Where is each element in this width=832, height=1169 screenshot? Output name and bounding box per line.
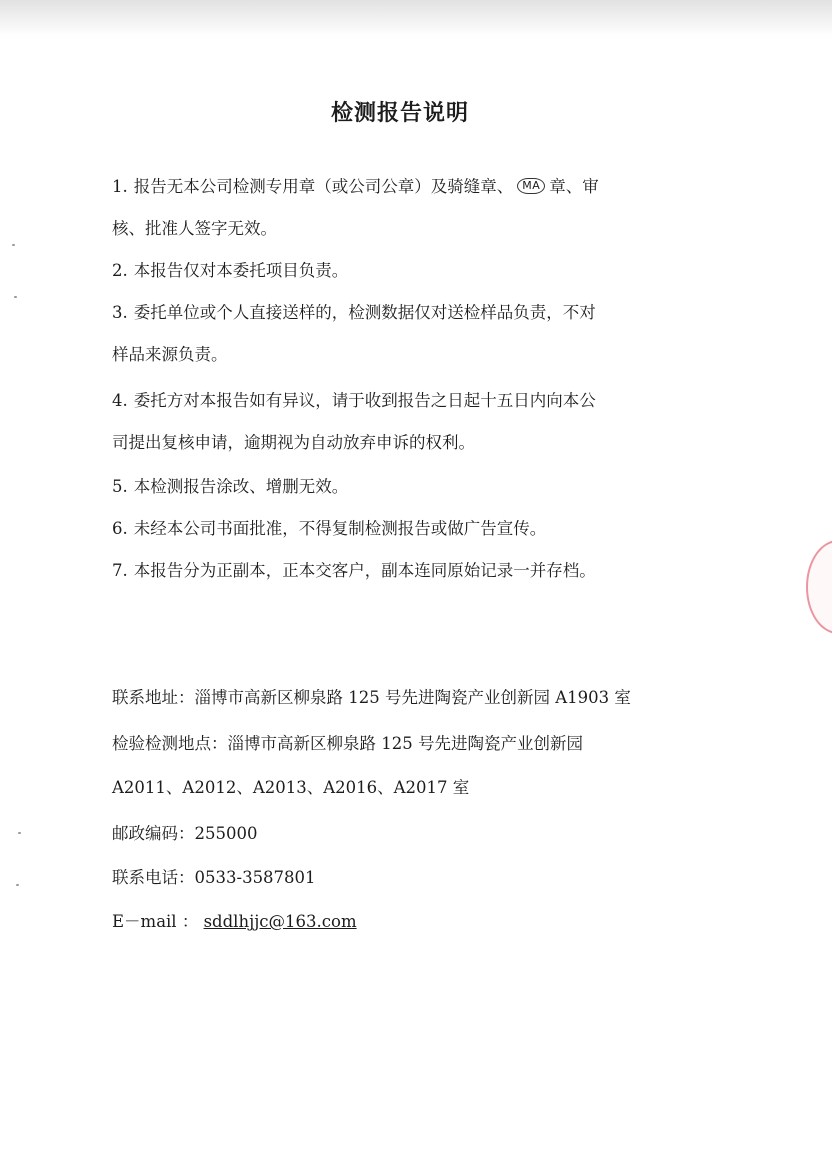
contact-postcode: 邮政编码：255000: [112, 824, 258, 843]
scan-speck: [18, 832, 21, 834]
notice-item-text: 委托方对本报告如有异议，请于收到报告之日起十五日内向本公: [133, 391, 596, 410]
notice-item-3-line1: [112, 292, 702, 334]
notice-item-text: 本报告分为正副本，正本交客户，副本连同原始记录一并存档。: [133, 561, 596, 580]
notice-item-number: 4.: [112, 391, 128, 410]
notice-item-text: 报告无本公司检测专用章（或公司公章）及骑缝章、: [133, 177, 514, 196]
notice-item-number: 3.: [112, 303, 128, 322]
notice-item-4: [112, 380, 702, 464]
notice-item-number: 1.: [112, 177, 128, 196]
notice-item-number: 7.: [112, 561, 128, 580]
contact-address: 联系地址：淄博市高新区柳泉路 125 号先进陶瓷产业创新园 A1903 室: [112, 688, 631, 707]
notice-item-number: 6.: [112, 519, 128, 538]
notice-item-3-line2: 样品来源负责。: [112, 345, 228, 364]
notice-item-7: [112, 550, 702, 592]
contact-phone: 联系电话：0533-3587801: [112, 868, 316, 887]
contact-test-site-line2: A2011、A2012、A2013、A2016、A2017 室: [112, 778, 470, 797]
notice-item-4-line1: [112, 380, 702, 422]
notice-item-text: 章、审: [549, 177, 599, 196]
contact-email-label: E－mail ：: [112, 912, 199, 931]
seal-stamp-edge: [806, 540, 832, 634]
scan-shadow: [0, 0, 832, 34]
notice-item-number: 2.: [112, 261, 128, 280]
notice-item-1-line1: [112, 166, 702, 208]
page-title: 检测报告说明: [330, 101, 469, 126]
notice-item-1-line2: 核、批准人签字无效。: [112, 219, 277, 238]
notice-item-4-line2: 司提出复核申请，逾期视为自动放弃申诉的权利。: [112, 433, 475, 452]
contact-email-link[interactable]: sddlhjjc@163.com: [203, 912, 357, 931]
notice-item-6: [112, 508, 702, 550]
cma-mark-icon: MA: [517, 178, 545, 194]
notice-item-5: [112, 466, 702, 508]
contact-email-row: [112, 910, 712, 934]
contact-test-site-line1: 检验检测地点：淄博市高新区柳泉路 125 号先进陶瓷产业创新园: [112, 734, 583, 753]
notice-item-3: [112, 292, 702, 376]
notice-item-number: 5.: [112, 477, 128, 496]
scan-speck: [16, 884, 19, 886]
scan-speck: [12, 244, 15, 246]
notice-item-text: 本检测报告涂改、增删无效。: [133, 477, 349, 496]
notice-item-text: 本报告仅对本委托项目负责。: [133, 261, 349, 280]
notice-item-1: [112, 166, 702, 250]
scan-speck: [14, 296, 17, 298]
notice-item-text: 未经本公司书面批准，不得复制检测报告或做广告宣传。: [133, 519, 547, 538]
notice-item-text: 委托单位或个人直接送样的，检测数据仅对送检样品负责，不对: [133, 303, 596, 322]
notice-item-2: [112, 250, 702, 292]
